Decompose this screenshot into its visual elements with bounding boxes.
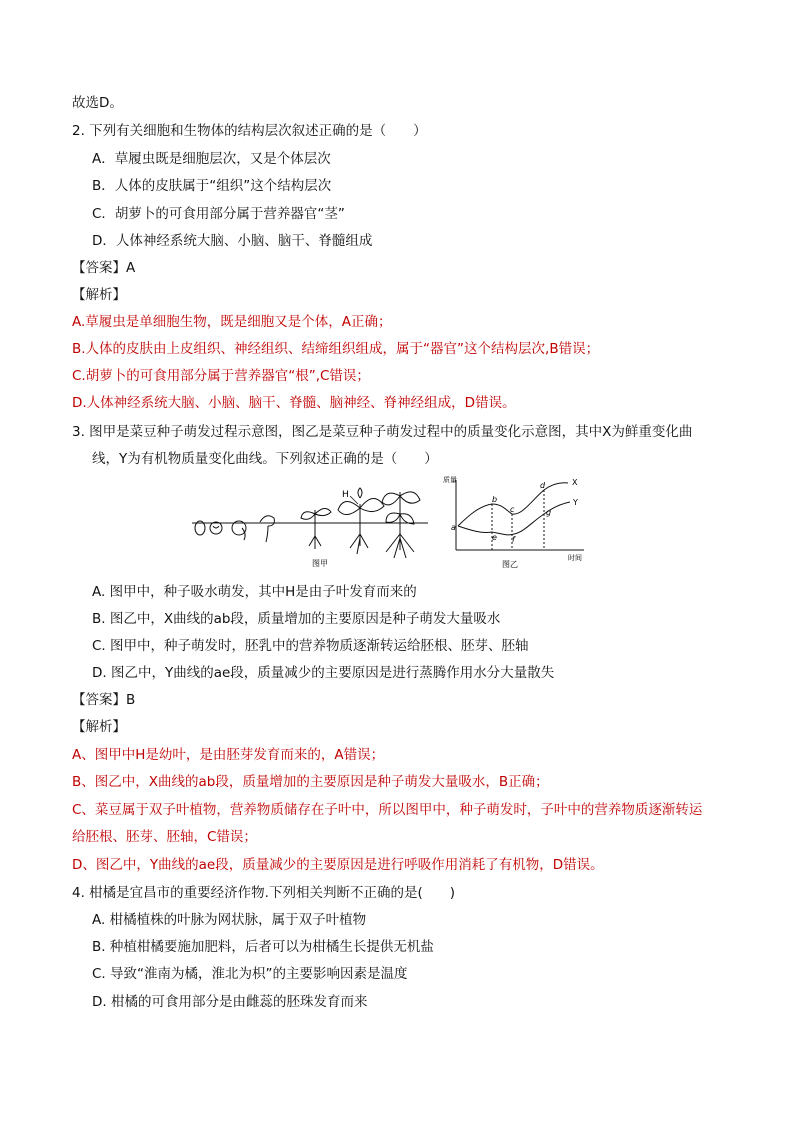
point-b: b: [492, 495, 498, 504]
question-2-analysis-line: A.草履虫是单细胞生物，既是细胞又是个体，A正确；: [72, 314, 392, 330]
question-3-analysis-line: C、菜豆属于双子叶植物，营养物质储存在子叶中，所以图甲中，种子萌发时，子叶中的营养物质逐渐转运: [72, 802, 703, 818]
question-4-option-d: D. 柑橘的可食用部分是由雌蕊的胚珠发育而来: [92, 994, 368, 1010]
seedling-stage-5: [301, 508, 331, 544]
question-2-analysis-line: D.人体神经系统大脑、小脑、脑干、脊髓、脑神经、脊神经组成，D错误。: [72, 395, 516, 411]
figure-yi-mass-chart: [440, 474, 588, 570]
point-d: d: [540, 481, 546, 490]
question-3-analysis-line: D、图乙中，Y曲线的ae段，质量减少的主要原因是进行呼吸作用消耗了有机物，D错误。: [72, 857, 604, 873]
series-Y-label: Y: [573, 498, 578, 507]
y-axis-label: 质量: [443, 476, 457, 484]
question-2-answer: 【答案】A: [72, 260, 136, 276]
question-2-analysis-label: 【解析】: [72, 287, 126, 303]
question-3-answer: 【答案】B: [72, 692, 136, 708]
seedling-stage-6: [338, 498, 384, 546]
figure-jia-seed-germination: [190, 484, 430, 570]
question-3-option-a: A. 图甲中，种子吸水萌发，其中H是由子叶发育而来的: [92, 584, 417, 600]
previous-conclusion: 故选D。: [72, 95, 123, 111]
question-3-analysis-line: B、图乙中，X曲线的ab段，质量增加的主要原因是种子萌发大量吸水，B正确；: [72, 774, 549, 790]
question-4-option-b: B. 种植柑橘要施加肥料，后者可以为柑橘生长提供无机盐: [92, 939, 434, 955]
question-3-analysis-label: 【解析】: [72, 719, 126, 735]
question-4-stem: 4. 柑橘是宜昌市的重要经济作物.下列相关判断不正确的是( ): [72, 885, 455, 901]
question-3-option-c: C. 图甲中，种子萌发时，胚乳中的营养物质逐渐转运给胚根、胚芽、胚轴: [92, 638, 529, 654]
figure-yi-caption: 图乙: [502, 560, 518, 569]
question-2-option-d: D．人体神经系统大脑、小脑、脑干、脊髓组成: [92, 233, 373, 249]
question-2-stem: 2. 下列有关细胞和生物体的结构层次叙述正确的是（ ）: [72, 123, 427, 139]
seed-stage-4: [260, 516, 274, 542]
question-2-option-c: C．胡萝卜的可食用部分属于营养器官“茎”: [92, 206, 345, 222]
question-2-analysis-line: C.胡萝卜的可食用部分属于营养器官“根”,C错误；: [72, 368, 370, 384]
point-c: c: [510, 505, 515, 514]
question-3-analysis-line: A、图甲中H是幼叶，是由胚芽发育而来的，A错误；: [72, 747, 385, 763]
point-g: g: [546, 508, 552, 517]
question-3-stem: 3. 图甲是菜豆种子萌发过程示意图，图乙是菜豆种子萌发过程中的质量变化示意图，其中X为鲜重变化曲: [72, 424, 693, 440]
question-3-analysis-line: 给胚根、胚芽、胚轴，C错误；: [72, 829, 257, 845]
point-a: a: [451, 523, 456, 532]
point-e: e: [492, 533, 497, 542]
figure-jia-caption: 图甲: [312, 559, 328, 568]
question-2-option-a: A．草履虫既是细胞层次，又是个体层次: [92, 151, 331, 167]
x-axis-label: 时间: [568, 554, 582, 562]
point-f: f: [512, 535, 515, 544]
label-H: H: [342, 490, 349, 500]
question-3-option-b: B. 图乙中，X曲线的ab段，质量增加的主要原因是种子萌发大量吸水: [92, 611, 501, 627]
question-3-option-d: D. 图乙中，Y曲线的ae段，质量减少的主要原因是进行蒸腾作用水分大量散失: [92, 665, 555, 681]
question-2-analysis-line: B.人体的皮肤由上皮组织、神经组织、结缔组织组成，属于“器官”这个结构层次,B错误；: [72, 341, 600, 357]
series-X-label: X: [572, 478, 578, 487]
question-2-option-b: B．人体的皮肤属于“组织”这个结构层次: [92, 178, 332, 194]
question-4-option-c: C. 导致“淮南为橘，淮北为枳”的主要影响因素是温度: [92, 966, 408, 982]
question-4-option-a: A. 柑橘植株的叶脉为网状脉，属于双子叶植物: [92, 912, 367, 928]
question-3-stem-cont: 线，Y为有机物质量变化曲线。下列叙述正确的是（ ）: [92, 451, 438, 467]
